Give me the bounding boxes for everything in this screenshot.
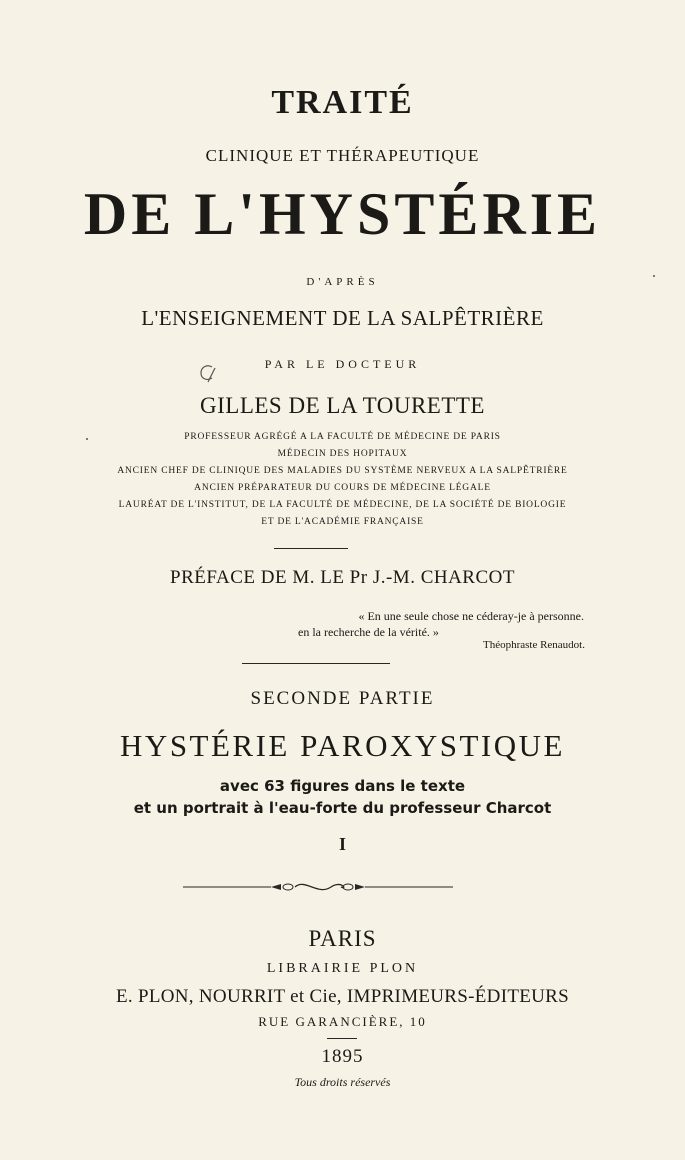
- divider: [242, 663, 390, 664]
- credential-line: LAURÉAT DE L'INSTITUT, DE LA FACULTÉ DE MÉDECINE, DE LA SOCIÉTÉ DE BIOLOGIE: [118, 500, 567, 510]
- speck: [86, 438, 88, 440]
- publisher-address: RUE GARANCIÈRE, 10: [258, 1014, 427, 1029]
- library-name: LIBRAIRIE PLON: [266, 961, 419, 976]
- source-line: L'ENSEIGNEMENT DE LA SALPÊTRIÈRE: [141, 306, 544, 330]
- main-title: TRAITÉ: [271, 84, 414, 121]
- figures-line: et un portrait à l'eau-forte du professeur Charcot: [133, 799, 552, 817]
- publication-city: PARIS: [308, 926, 377, 951]
- author-name: GILLES DE LA TOURETTE: [200, 393, 485, 418]
- volume-number: I: [338, 834, 346, 854]
- publisher-line: E. PLON, NOURRIT et Cie, IMPRIMEURS-ÉDITEURS: [115, 986, 570, 1007]
- epigraph-line: « En une seule chose ne céderay-je à personne.: [358, 609, 584, 623]
- epigraph-line: en la recherche de la vérité. »: [298, 625, 439, 639]
- by-line: PAR LE DOCTEUR: [264, 357, 421, 371]
- part-title: HYSTÉRIE PAROXYSTIQUE: [120, 728, 565, 763]
- publication-year: 1895: [321, 1046, 364, 1067]
- ornament-rule-icon: [183, 878, 453, 896]
- credential-line: ANCIEN PRÉPARATEUR DU COURS DE MÉDECINE LÉGALE: [194, 483, 491, 493]
- preface-line: PRÉFACE DE M. LE Pr J.-M. CHARCOT: [170, 567, 515, 588]
- divider: [274, 548, 348, 549]
- speck: [653, 275, 655, 277]
- subtitle: CLINIQUE ET THÉRAPEUTIQUE: [205, 146, 480, 165]
- figures-line: avec 63 figures dans le texte: [219, 777, 466, 795]
- credential-line: PROFESSEUR AGRÉGÉ A LA FACULTÉ DE MÉDECINE DE PARIS: [184, 432, 501, 442]
- credential-line: MÉDECIN DES HOPITAUX: [277, 449, 408, 459]
- subject-title: DE L'HYSTÉRIE: [83, 181, 602, 247]
- divider: [327, 1038, 357, 1039]
- after-line: D'APRÈS: [306, 276, 379, 288]
- rights-notice: Tous droits réservés: [294, 1075, 391, 1089]
- epigraph-attribution: Théophraste Renaudot.: [482, 639, 585, 651]
- credential-line: ANCIEN CHEF DE CLINIQUE DES MALADIES DU SYSTÈME NERVEUX A LA SALPÊTRIÈRE: [117, 466, 568, 476]
- part-label: SECONDE PARTIE: [250, 688, 435, 709]
- credential-line: ET DE L'ACADÉMIE FRANÇAISE: [261, 517, 424, 527]
